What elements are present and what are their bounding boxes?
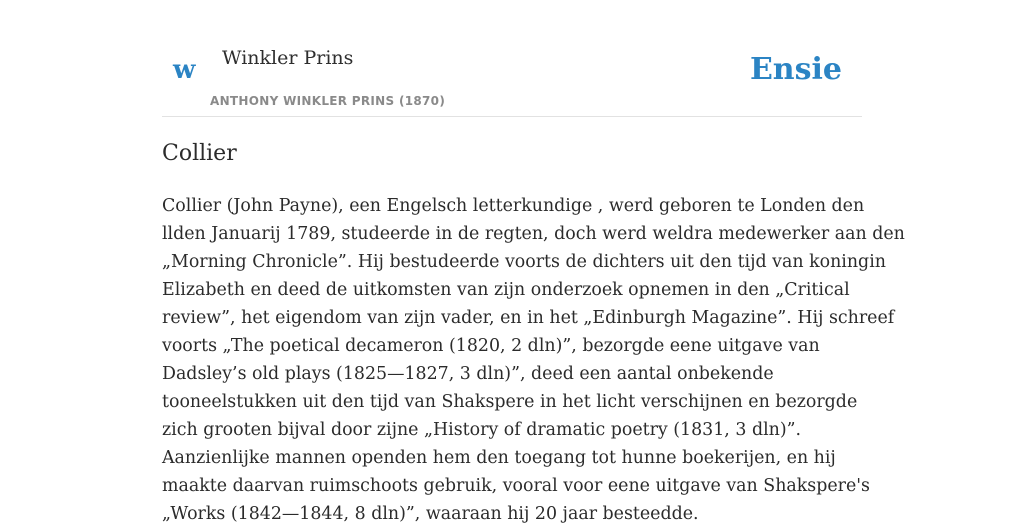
entry-text-line: Aanzienlijke mannen openden hem den toegang tot hunne boekerijen, en hij [162,448,836,468]
ensie-logo[interactable]: Ensie [749,52,842,87]
entry-text-line: Collier (John Payne), een Engelsch letterkundige , werd geboren te Londen den [162,196,865,216]
entry-text-line: voorts „The poetical decameron (1820, 2 dln)”, bezorgde eene uitgave van [162,336,820,356]
entry-body [162,192,905,528]
entry-text-line: maakte daarvan ruimschoots gebruik, vooral voor eene uitgave van Shakspere's [162,476,870,496]
winkler-prins-logo[interactable]: w [173,55,196,85]
entry-text-line: zich grooten bijval door zijne „History of dramatic poetry (1831, 3 dln)”. [162,420,802,440]
entry-text-line: Dadsley’s old plays (1825—1827, 3 dln)”, deed een aantal onbekende [162,364,774,384]
entry-text-line: Elizabeth en deed de uitkomsten van zijn onderzoek opnemen in den „Critical [162,280,850,300]
entry-text-line: llden Januarij 1789, studeerde in de regten, doch werd weldra medewerker aan den [162,224,905,244]
entry-text-line: „Morning Chronicle”. Hij bestudeerde voorts de dichters uit den tijd van koningin [162,252,886,272]
header [162,0,862,117]
source-subtitle: ANTHONY WINKLER PRINS (1870) [210,94,446,108]
entry-text-line: „Works (1842—1844, 8 dln)”, waaraan hij 20 jaar besteedde. [162,504,699,524]
entry-title: Collier [162,141,237,166]
entry-text-line: review”, het eigendom van zijn vader, en in het „Edinburgh Magazine”. Hij schreef [162,308,895,328]
source-title[interactable]: Winkler Prins [222,47,354,69]
entry-text-line: tooneelstukken uit den tijd van Shakspere in het licht verschijnen en bezorgde [162,392,858,412]
